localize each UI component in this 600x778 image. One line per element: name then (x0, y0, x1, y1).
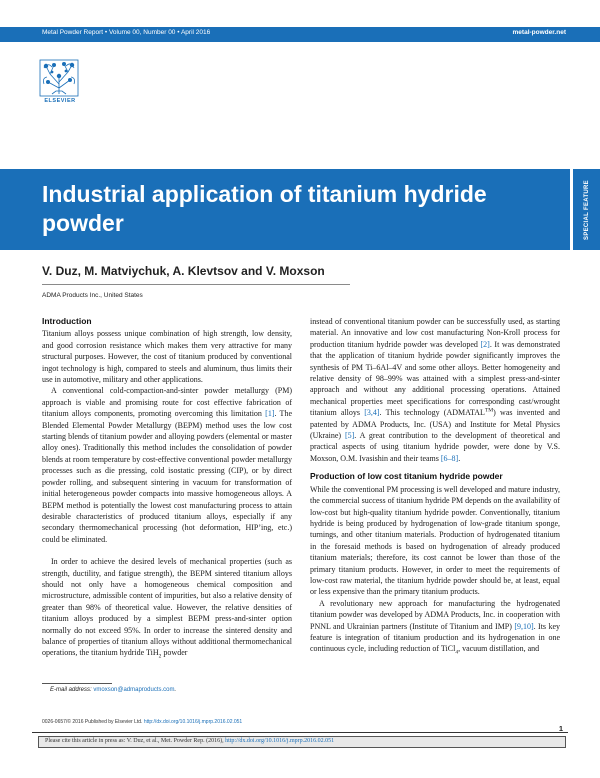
footnote-divider (42, 683, 112, 684)
reference-link[interactable]: [5] (344, 431, 355, 441)
article-title: Industrial application of titanium hydride powder (42, 181, 487, 236)
corresponding-email-footnote: E-mail address: vmoxson@admaproducts.com. (50, 687, 177, 693)
doi-link[interactable]: http://dx.doi.org/10.1016/j.mprp.2016.02.051 (143, 719, 243, 725)
reference-link[interactable]: [9,10] (514, 621, 534, 631)
email-link[interactable]: vmoxson@admaproducts.com (93, 687, 175, 693)
citation-text: Please cite this article in press as: V. Duz, et al., Met. Powder Rep. (2016), http://dx.doi.org/10.1016/j.mprp.2016.02.051 (45, 738, 335, 744)
publisher-name: ELSEVIER (44, 98, 76, 104)
right-text-column (310, 316, 560, 655)
paragraph: instead of conventional titanium powder can be successfully used, as starting material. An innovative and low cost manufacturing Non-Kroll process for production titanium hydride powder was developed [2]. It was demonstrated that the application of titanium hydride powder significantly improves the synthesis of PM Ti–6Al–4V and some other alloys. Better homogeneity and relative density of 98–99% was attained with a simplest press-and-sinter approach and without any additional processing operations. Attained mechanical properties meet specifications for corresponding cast/wrought titanium alloys [3,4]. This technology (ADMATAL™) was invented and patented by ADMA Products, Inc. (USA) and Institute for Metal Physics (Ukraine) [5]. A great contribution to the development of theoretical and practical aspects of using titanium hydride powder, were done by V.S. Moxson, O.M. Ivasishin and their teams [6–8]. (310, 317, 561, 463)
author-list: V. Duz, M. Matviychuk, A. Klevtsov and V. Moxson (42, 264, 325, 278)
special-feature-label: SPECIAL FEATURE (583, 179, 590, 240)
reference-link[interactable]: [1] (265, 409, 275, 419)
section-heading-production: Production of low cost titanium hydride powder (310, 471, 503, 482)
paragraph: A revolutionary new approach for manufacturing the hydrogenated titanium powder was developed by ADMA Products, Inc. in cooperation with PNNL and Ukrainian partners (Institute of Titanium and IMP) [9,10]. Its key feature is integration of titanium production and its hydrogenation in one continuous cycle, including reduction of TiCl$_4$, vacuum distillation, and (310, 598, 560, 656)
affiliation: ADMA Products Inc., United States (42, 292, 143, 299)
citation-box (38, 736, 566, 748)
citation-divider (32, 732, 568, 733)
journal-info: Metal Powder Report • Volume 00, Number 00 • April 2016 (42, 29, 211, 36)
author-divider (42, 284, 350, 285)
page-number: 1 (558, 724, 563, 733)
paragraph: Titanium alloys possess unique combination of high strength, low density, and good corrosion resistance which makes them very attractive for many structural purposes. However, the cost of titanium produced by conventional ingot technology is high, compared to steels and aluminum, thus limits their use in automotive, military and other applications. (42, 329, 292, 385)
reference-link[interactable]: [2] (480, 339, 490, 349)
left-text-column (42, 316, 292, 659)
special-feature-tab (573, 169, 600, 250)
journal-website-link[interactable]: metal-powder.net (512, 29, 566, 36)
paragraph: In order to achieve the desired levels of mechanical properties (such as strength, ductility, and fatigue strength), the BEPM sintered titanium alloys should not only have a homogeneous chemical composition and microstructure, admissible content of impurities, but also a relative density of greater than 98% of theoretical value. However, the relative densities of titanium alloys produced by a simplest BEPM press-and-sinter option normally do not exceed 95%. In order to increase the sintered density and balance of properties of titanium alloys without additional thermomechanical operations, the titanium hydride TiH$_2$ powder (42, 557, 292, 660)
paragraph: A conventional cold-compaction-and-sinter powder metallurgy (PM) approach is viable and promising route for cost effective fabrication of titanium alloys components, promoting overcoming this limitation [1]. The Blended Elemental Powder Metallurgy (BEPM) method uses the low cost starting blends of titanium powder and alloying powders (elemental or master alloy ones). Traditionally this method includes the consolidation of powder blends at room temperature by cost-effective conventional powder metallurgy processes such as die pressing, cold isostatic pressing (CIP), or by direct powder rolling, and subsequent sintering in vacuum for transformation of initial heterogeneous powder compacts into massive homogeneous alloys. A BEPM method is potentially the lowest cost manufacturing process to attain desirable characteristics of produced titanium alloys, especially if any secondary thermomechanical processing (hot deformation, HIP’ing, etc.) could be eliminated. (42, 386, 292, 544)
paragraph: While the conventional PM processing is well developed and mature industry, the commercial success of titanium hydride PM depends on the availability of low-cost but high-quality titanium hydride powder. Conventionally, titanium hydride is being produced by hydrogenation of low-grade titanium sponge, turnings, and other titanium materials. Production of hydrogenated titanium in the foresaid methods is based on hydrogenation of already produced titanium materials; therefore, its cost cannot be lower than those of the primary titanium products. However, in order to meet the requirements of low-cost raw material, the titanium hydride powder should be, at least, equal or less expensive than the primary titanium products. (310, 484, 560, 597)
copyright-line: 0026-0657/© 2016 Published by Elsevier Ltd. http://dx.doi.org/10.1016/j.mprp.2016.02.051 (42, 719, 243, 725)
journal-header-bar (0, 27, 600, 42)
reference-link[interactable]: [6–8] (440, 453, 459, 463)
section-heading-introduction: Introduction (42, 316, 92, 326)
citation-doi-link[interactable]: http://dx.doi.org/10.1016/j.mprp.2016.02.051 (225, 738, 335, 744)
reference-link[interactable]: [3,4] (364, 408, 380, 418)
